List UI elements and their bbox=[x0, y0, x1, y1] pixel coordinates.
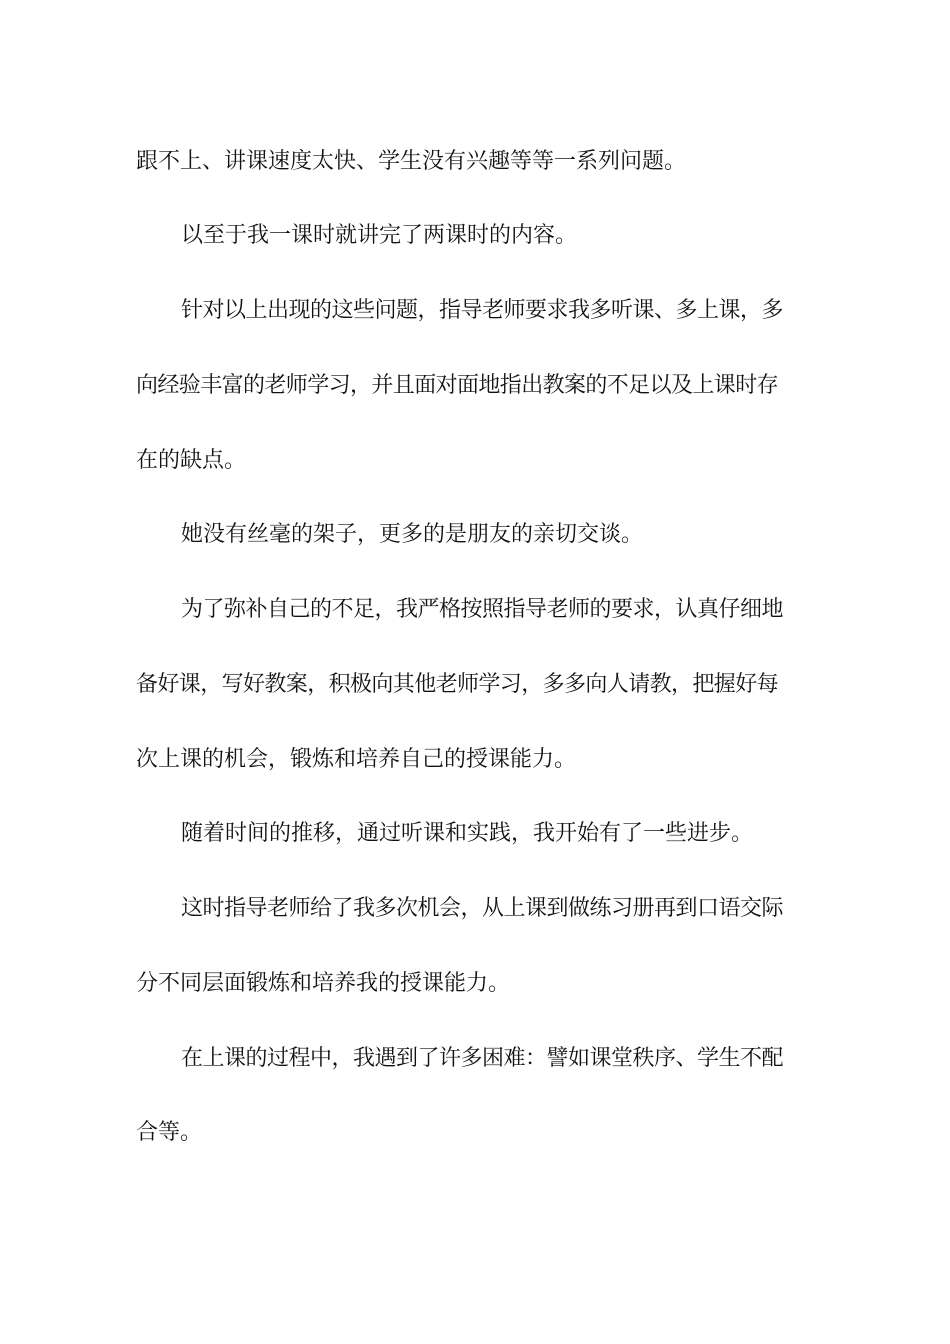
text-line: 备好课，写好教案，积极向其他老师学习，多多向人请教，把握好每 bbox=[136, 672, 779, 697]
text-line: 针对以上出现的这些问题，指导老师要求我多听课、多上课，多 bbox=[181, 298, 784, 323]
text-line: 为了弥补自己的不足，我严格按照指导老师的要求，认真仔细地 bbox=[181, 597, 784, 622]
text-line: 这时指导老师给了我多次机会，从上课到做练习册再到口语交际 bbox=[181, 896, 784, 921]
text-line: 以至于我一课时就讲完了两课时的内容。 bbox=[181, 223, 578, 248]
text-line: 随着时间的推移，通过听课和实践，我开始有了一些进步。 bbox=[181, 821, 754, 846]
text-line: 她没有丝毫的架子，更多的是朋友的亲切交谈。 bbox=[181, 522, 644, 547]
text-line: 合等。 bbox=[136, 1120, 203, 1145]
text-line: 在上课的过程中，我遇到了许多困难：譬如课堂秩序、学生不配 bbox=[181, 1046, 784, 1071]
text-line: 在的缺点。 bbox=[136, 448, 247, 473]
text-line: 向经验丰富的老师学习，并且面对面地指出教案的不足以及上课时存 bbox=[136, 373, 779, 398]
text-line: 跟不上、讲课速度太快、学生没有兴趣等等一系列问题。 bbox=[136, 149, 687, 174]
text-line: 次上课的机会，锻炼和培养自己的授课能力。 bbox=[136, 747, 577, 772]
text-line: 分不同层面锻炼和培养我的授课能力。 bbox=[136, 971, 511, 996]
